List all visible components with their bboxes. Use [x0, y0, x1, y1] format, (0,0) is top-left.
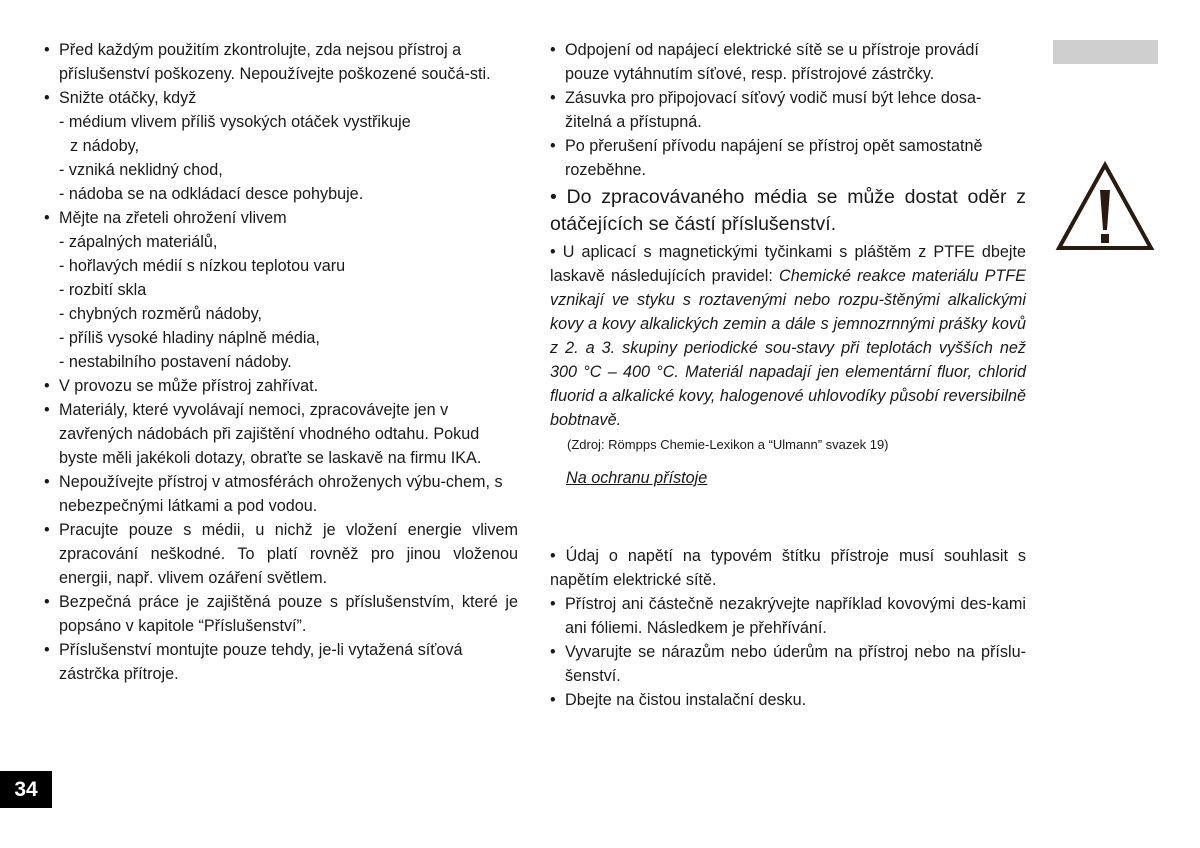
safety-subitem: - hořlavých médií s nízkou teplotou varu — [59, 257, 346, 275]
ptfe-note — [550, 240, 1026, 432]
safety-item: • Zásuvka pro připojovací síťový vodič musí být lehce dosa-žitelná a přístupná. — [550, 86, 1026, 134]
safety-subitem: - chybných rozměrů nádoby, — [59, 305, 263, 323]
safety-subitem: - nádoba se na odkládací desce pohybuje. — [59, 185, 364, 203]
safety-subitem-cont: z nádoby, — [70, 137, 139, 155]
safety-item: • Po přerušení přívodu napájení se přístroj opět samostatně rozeběhne. — [550, 134, 1026, 182]
safety-item: • Odpojení od napájecí elektrické sítě se u přístroje provádí pouze vytáhnutím síťové, resp. přístrojové zástrčky. — [550, 38, 1026, 86]
left-column — [44, 38, 518, 686]
safety-subitem: - zápalných materiálů, — [59, 233, 218, 251]
right-column-bottom — [550, 544, 1026, 712]
source-citation: (Zdroj: Römpps Chemie-Lexikon a “Ulmann” svazek 19) — [567, 437, 889, 452]
ptfe-note-italic: Chemické reakce materiálu PTFE vznikají ve styku s roztavenými nebo rozpu-štěnými alkalickými kovy a kovy alkalických zemin a dále s jemnozrnnými prášky kovů z 2. a 3. skupiny periodické sou-stavy při teplotách vyšších než 300 °C – 400 °C. Materiál napadají jen elementární fluor, chlorid fluorid a alkalické kovy, halogenové uhlovodíky působí reversibilně bobtnavě. — [550, 267, 1026, 429]
safety-subitem: - nestabilního postavení nádoby. — [59, 353, 292, 371]
device-item: • Dbejte na čistou instalační desku. — [550, 688, 1026, 712]
ptfe-note-lead: • U aplicací s magnetickými tyčinkami s pláštěm z PTFE dbejte laskavě následujících pravidel: — [550, 243, 1026, 285]
device-item: • Vyvarujte se nárazům nebo úderům na přístroj nebo na příslu-šenství. — [550, 640, 1026, 688]
safety-subitem: - médium vlivem příliš vysokých otáček vystřikuje — [59, 113, 411, 131]
safety-item-large: • Do zpracovávaného média se může dostat oděr z otáčejících se částí příslušenství. — [550, 186, 1026, 235]
safety-subitem: - vzniká neklidný chod, — [59, 161, 223, 179]
safety-item: • Pracujte pouze s médii, u nichž je vložení energie vlivem zpracování neškodné. To platí rovněž pro jinou vloženou energii, např. vlivem ozáření světlem. — [44, 518, 518, 590]
section-marker-bar — [1053, 40, 1158, 64]
safety-item: • Příslušenství montujte pouze tehdy, je-li vytažená síťová zástrčka přítroje. — [44, 638, 518, 686]
safety-item: • Nepoužívejte přístroj v atmosférách ohroženych výbu-chem, s nebezpečnými látkami a pod vodou. — [44, 470, 518, 518]
safety-subitem: - příliš vysoké hladiny náplně média, — [59, 329, 320, 347]
device-item: • Údaj o napětí na typovém štítku přístroje musí souhlasit s napětím elektrické sítě. — [550, 547, 1026, 589]
safety-item: • Mějte na zřeteli ohrožení vlivem — [44, 206, 518, 230]
warning-triangle-icon — [1055, 160, 1155, 252]
safety-subitem: - rozbití skla — [59, 281, 147, 299]
safety-item: • Před každým použitím zkontrolujte, zda nejsou přístroj a příslušenství poškozeny. Nepoužívejte poškozené součá-sti. — [44, 38, 518, 86]
safety-item: • Bezpečná práce je zajištěná pouze s příslušenstvím, které je popsáno v kapitole “Příslušenství”. — [44, 590, 518, 638]
section-heading: Na ochranu přístoje — [566, 469, 708, 487]
right-column-top — [550, 38, 1026, 490]
safety-item: • V provozu se může přístroj zahřívat. — [44, 374, 518, 398]
page-number: 34 — [0, 771, 52, 808]
safety-item: • Materiály, které vyvolávají nemoci, zpracovávejte jen v zavřených nádobách při zajištění vhodného odtahu. Pokud byste měli jakékoli dotazy, obraťte se laskavě na firmu IKA. — [44, 398, 518, 470]
device-item: • Přístroj ani částečně nezakrývejte například kovovými des-kami ani fóliemi. Následkem je přehřívání. — [550, 592, 1026, 640]
safety-item: • Snižte otáčky, když — [44, 86, 518, 110]
